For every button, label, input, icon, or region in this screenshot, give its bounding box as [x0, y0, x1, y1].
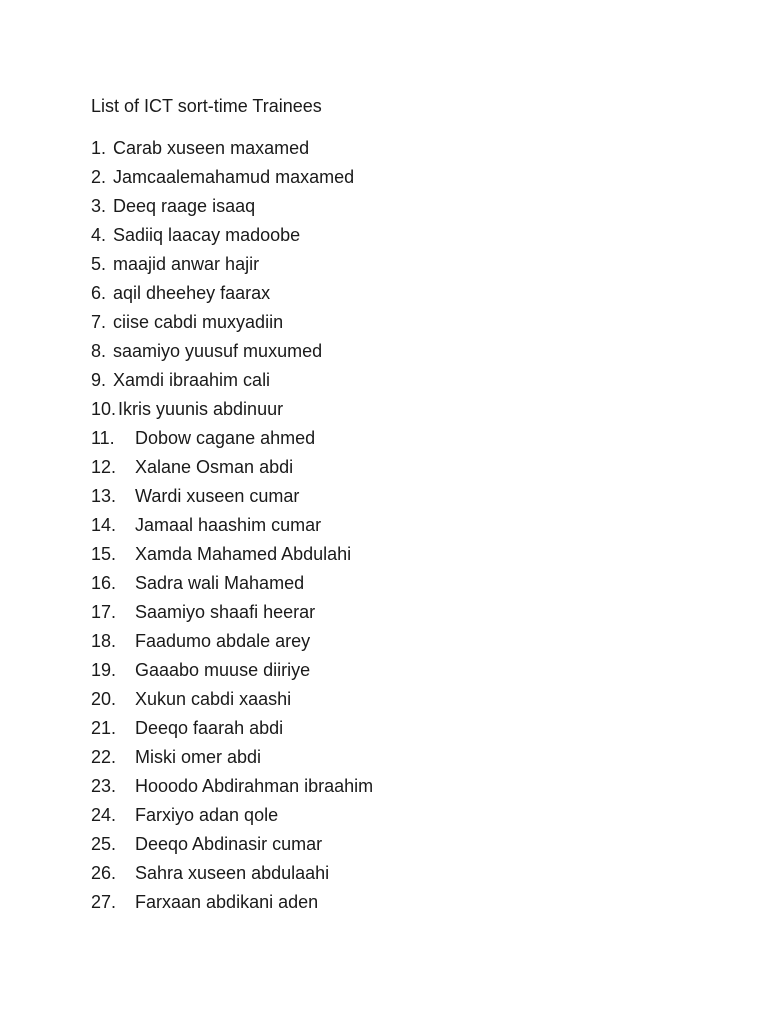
trainee-name: Ikris yuunis abdinuur — [118, 399, 284, 419]
list-item — [91, 223, 301, 252]
list-item-number: 3. — [91, 196, 107, 216]
list-item — [91, 310, 284, 339]
trainee-name: maajid anwar hajir — [113, 254, 260, 274]
list-item-number: 5. — [91, 254, 107, 274]
trainee-name: Deeqo Abdinasir cumar — [135, 834, 323, 854]
trainee-name: Farxiyo adan qole — [135, 805, 279, 825]
trainee-name: Sadiiq laacay madoobe — [113, 225, 301, 245]
trainee-name: Xalane Osman abdi — [135, 457, 294, 477]
list-item — [91, 426, 316, 455]
trainee-name: Xamdi ibraahim cali — [113, 370, 271, 390]
trainee-name: Wardi xuseen cumar — [135, 486, 300, 506]
list-item-number: 11. — [91, 428, 115, 448]
trainee-name: Carab xuseen maxamed — [113, 138, 310, 158]
list-item-number: 17. — [91, 602, 117, 622]
list-item-number: 1. — [91, 138, 107, 158]
list-item — [91, 745, 262, 774]
trainee-name: aqil dheehey faarax — [113, 283, 271, 303]
list-item-number: 2. — [91, 167, 107, 187]
trainee-list — [91, 136, 374, 919]
list-item-number: 24. — [91, 805, 117, 825]
list-item — [91, 774, 374, 803]
list-item-number: 21. — [91, 718, 117, 738]
trainee-name: Jamaal haashim cumar — [135, 515, 322, 535]
trainee-name: Faadumo abdale arey — [135, 631, 311, 651]
trainee-name: Saamiyo shaafi heerar — [135, 602, 316, 622]
trainee-name: Hooodo Abdirahman ibraahim — [135, 776, 374, 796]
list-item — [91, 455, 294, 484]
list-item — [91, 803, 279, 832]
list-item — [91, 136, 310, 165]
trainee-name: Dobow cagane ahmed — [135, 428, 316, 448]
list-item-number: 25. — [91, 834, 117, 854]
list-item-number: 8. — [91, 341, 107, 361]
list-item — [91, 861, 330, 890]
trainee-name: Sadra wali Mahamed — [135, 573, 305, 593]
trainee-name: Miski omer abdi — [135, 747, 262, 767]
trainee-name: Gaaabo muuse diiriye — [135, 660, 311, 680]
trainee-name: ciise cabdi muxyadiin — [113, 312, 284, 332]
list-item-number: 20. — [91, 689, 117, 709]
list-item — [91, 832, 323, 861]
list-item — [91, 542, 352, 571]
list-item — [91, 165, 355, 194]
list-item — [91, 658, 311, 687]
list-item-number: 9. — [91, 370, 107, 390]
list-item — [91, 629, 311, 658]
list-item — [91, 484, 300, 513]
list-item-number: 6. — [91, 283, 107, 303]
list-item-number: 7. — [91, 312, 107, 332]
list-item — [91, 687, 292, 716]
trainee-name: Deeq raage isaaq — [113, 196, 256, 216]
list-item — [91, 368, 271, 397]
trainee-name: Xukun cabdi xaashi — [135, 689, 292, 709]
trainee-name: Deeqo faarah abdi — [135, 718, 284, 738]
list-item-number: 18. — [91, 631, 117, 651]
list-item — [91, 339, 323, 368]
document-title: List of ICT sort-time Trainees — [91, 96, 322, 116]
list-item — [91, 513, 322, 542]
list-item-number: 23. — [91, 776, 117, 796]
list-item-number: 16. — [91, 573, 117, 593]
list-item-number: 15. — [91, 544, 117, 564]
list-item-number: 19. — [91, 660, 117, 680]
trainee-name: Jamcaalemahamud maxamed — [113, 167, 355, 187]
list-item — [91, 600, 316, 629]
list-item — [91, 194, 256, 223]
list-item — [91, 397, 284, 426]
trainee-name: Sahra xuseen abdulaahi — [135, 863, 330, 883]
list-item-number: 26. — [91, 863, 117, 883]
list-item-number: 27. — [91, 892, 117, 912]
trainee-name: saamiyo yuusuf muxumed — [113, 341, 323, 361]
trainee-name: Xamda Mahamed Abdulahi — [135, 544, 352, 564]
list-item-number: 4. — [91, 225, 107, 245]
list-item — [91, 252, 260, 281]
list-item — [91, 281, 271, 310]
list-item-number: 22. — [91, 747, 117, 767]
list-item-number: 12. — [91, 457, 117, 477]
list-item-number: 10. — [91, 399, 117, 419]
list-item — [91, 890, 319, 919]
list-item-number: 13. — [91, 486, 117, 506]
list-item — [91, 716, 284, 745]
list-item — [91, 571, 305, 600]
trainee-name: Farxaan abdikani aden — [135, 892, 319, 912]
list-item-number: 14. — [91, 515, 117, 535]
